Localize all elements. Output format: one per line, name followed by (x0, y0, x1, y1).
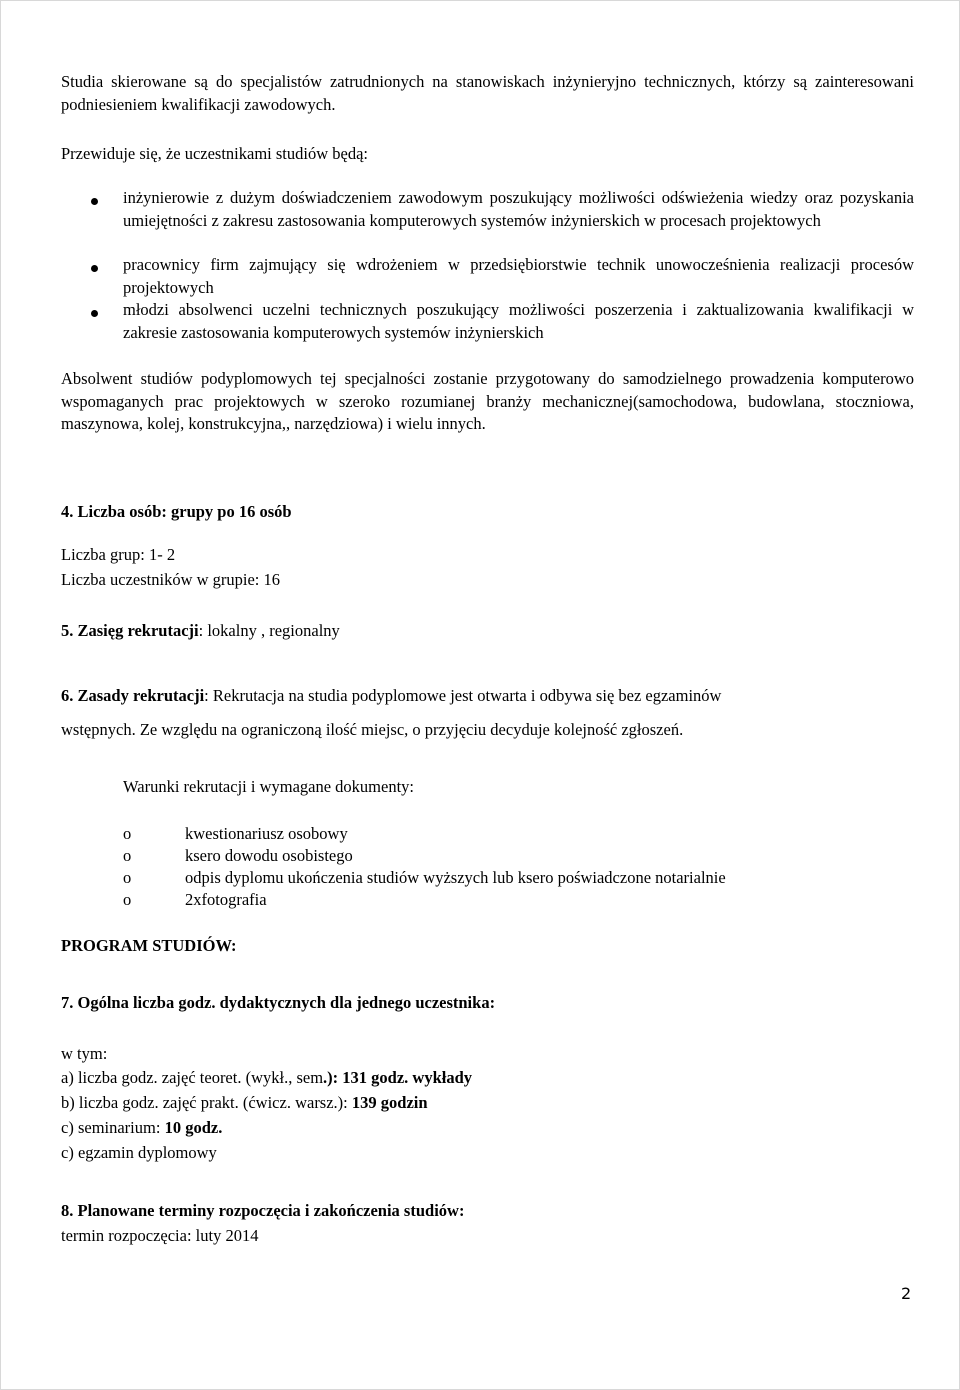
document-item: kwestionariusz osobowy (185, 824, 348, 843)
list-bullet-icon: o (123, 890, 132, 909)
conditions-title: Warunki rekrutacji i wymagane dokumenty: (123, 777, 414, 796)
participants-per-group: Liczba uczestników w grupie: 16 (61, 570, 281, 589)
section-7-heading: 7. Ogólna liczba godz. dydaktycznych dla jednego uczestnika: (61, 993, 496, 1012)
section-7-wtym: w tym: (61, 1044, 108, 1063)
section-4-heading: 4. Liczba osób: grupy po 16 osób (61, 502, 292, 521)
hours-practice: b) liczba godz. zajęć prakt. (ćwicz. warsz.): 139 godzin (61, 1093, 428, 1112)
participants-intro: Przewiduje się, że uczestnikami studiów będą: (61, 144, 368, 163)
start-date: termin rozpoczęcia: luty 2014 (61, 1226, 259, 1245)
document-item: 2xfotografia (185, 890, 267, 909)
section-6-line-2: wstępnych. Ze względu na ograniczoną ilość miejsc, o przyjęciu decyduje kolejność zgłoszeń. (61, 720, 684, 739)
hours-theory: a) liczba godz. zajęć teoret. (wykł., sem.): 131 godz. wykłady (61, 1068, 473, 1087)
bullet-icon (91, 265, 98, 272)
bullet-item: młodzi absolwenci uczelni technicznych poszukujący możliwości poszerzenia i zaktualizowania kwalifikacji w zakresie zastosowania komputerowych systemów inżynierskich (123, 300, 914, 342)
page-number: 2 (901, 1284, 912, 1303)
bullet-icon (91, 310, 98, 317)
document-item: odpis dyplomu ukończenia studiów wyższych lub ksero poświadczone notarialnie (185, 868, 726, 887)
bullet-item: pracownicy firm zajmujący się wdrożeniem w przedsiębiorstwie technik unowocześnienia realizacji procesów projektowych (123, 255, 914, 297)
list-bullet-icon: o (123, 846, 132, 865)
intro-paragraph: Studia skierowane są do specjalistów zatrudnionych na stanowiskach inżynieryjno technicznych, którzy są zainteresowani podniesieniem kwalifikacji zawodowych. (61, 72, 914, 114)
document-item: ksero dowodu osobistego (185, 846, 353, 865)
section-5-heading: 5. Zasięg rekrutacji: lokalny , regionalny (61, 621, 340, 640)
diploma-exam: c) egzamin dyplomowy (61, 1143, 217, 1162)
list-bullet-icon: o (123, 824, 132, 843)
section-6-heading: 6. Zasady rekrutacji: Rekrutacja na studia podyplomowe jest otwarta i odbywa się bez egzaminów (61, 686, 722, 705)
hours-seminar: c) seminarium: 10 godz. (61, 1118, 223, 1137)
bullet-icon (91, 198, 98, 205)
program-heading: PROGRAM STUDIÓW: (61, 936, 237, 955)
group-count: Liczba grup: 1- 2 (61, 545, 176, 564)
list-bullet-icon: o (123, 868, 132, 887)
section-8-heading: 8. Planowane terminy rozpoczęcia i zakończenia studiów: (61, 1201, 465, 1220)
graduate-paragraph: Absolwent studiów podyplomowych tej specjalności zostanie przygotowany do samodzielnego prowadzenia komputerowo wspomaganych prac projektowych w szeroko rozumianej branży mechanicznej(samochodowa, budowlana, stoczniowa, maszynowa, kolej, konstrukcyjna,, narzędziowa) i wielu innych. (61, 369, 914, 433)
bullet-item: inżynierowie z dużym doświadczeniem zawodowym poszukujący możliwości odświeżenia wiedzy oraz pozyskania umiejętności z zakresu zastosowania komputerowych systemów inżynierskich w procesach projektowych (123, 188, 914, 230)
